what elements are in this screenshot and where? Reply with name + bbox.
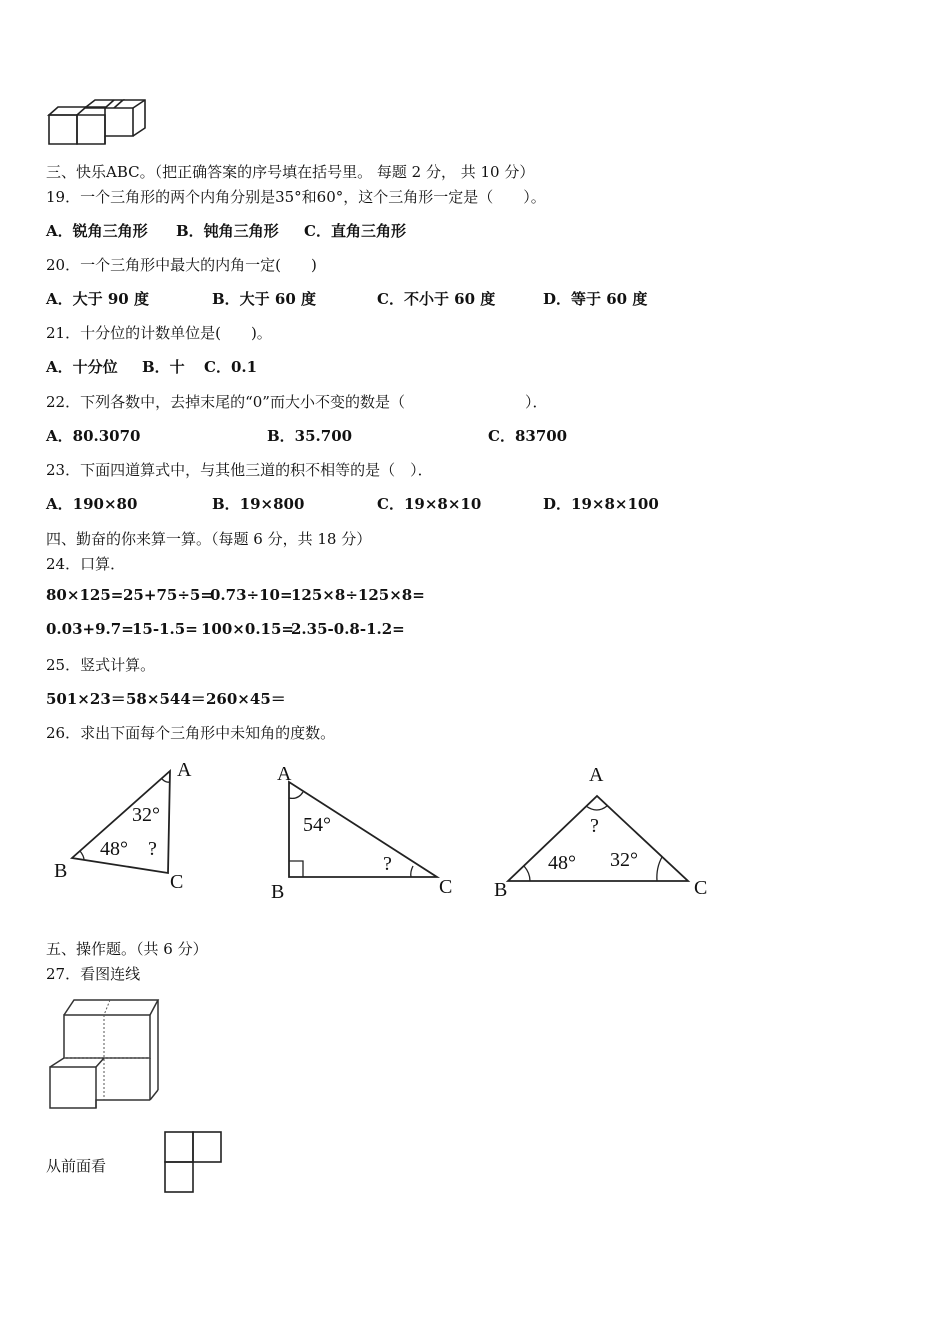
- tri1-label-a: A: [177, 759, 192, 781]
- q21-option-a: A．十分位: [46, 358, 118, 376]
- q25-item2: 58×544＝: [126, 690, 206, 708]
- tri3-label-c: C: [694, 877, 708, 899]
- q23-option-c: C．19×8×10: [377, 495, 482, 513]
- tri1-unknown: ?: [148, 838, 157, 860]
- block-3d-figure: [46, 995, 161, 1113]
- tri1-angle-a: 32°: [132, 804, 160, 826]
- q23-option-d: D．19×8×100: [543, 495, 659, 513]
- front-view-label: 从前面看: [46, 1157, 107, 1175]
- section3-heading: 三、快乐ABC。（把正确答案的序号填在括号里。 每题 2 分， 共 10 分）: [46, 163, 535, 181]
- q23-stem: 23．下面四道算式中，与其他三道的积不相等的是（ ）．: [46, 461, 433, 479]
- tri2-unknown: ?: [383, 853, 392, 875]
- tri3-angle-c: 32°: [610, 849, 638, 871]
- q23-option-a: A．190×80: [46, 495, 138, 513]
- q21-option-c: C．0.1: [204, 358, 258, 376]
- q24-r2-item2: 15-1.5=: [132, 620, 198, 638]
- q27-stem: 27．看图连线: [46, 965, 141, 983]
- q23-option-b: B．19×800: [212, 495, 305, 513]
- q25-stem: 25．竖式计算。: [46, 656, 156, 674]
- q20-option-c: C．不小于 60 度: [377, 290, 496, 308]
- q24-r2-item4: 2.35-0.8-1.2=: [291, 620, 405, 638]
- section5-heading: 五、操作题。（共 6 分）: [46, 940, 208, 958]
- q25-item1: 501×23＝: [46, 690, 126, 708]
- front-view-figure: [163, 1129, 225, 1197]
- q22-stem: 22．下列各数中，去掉末尾的“0”而大小不变的数是（ ）．: [46, 393, 548, 411]
- q20-option-d: D．等于 60 度: [543, 290, 648, 308]
- q24-r1-item3: 0.73÷10=: [210, 586, 293, 604]
- q24-r2-item1: 0.03+9.7=: [46, 620, 134, 638]
- tri3-label-b: B: [494, 879, 508, 901]
- section4-heading: 四、勤奋的你来算一算。（每题 6 分，共 18 分）: [46, 530, 372, 548]
- tri3-unknown: ?: [590, 815, 599, 837]
- q19-stem: 19．一个三角形的两个内角分别是35°和60°，这个三角形一定是（ ）。: [46, 188, 546, 206]
- tri2-label-c: C: [439, 876, 453, 898]
- q22-option-c: C．83700: [488, 427, 568, 445]
- tri2-label-a: A: [277, 763, 292, 785]
- q21-option-b: B．十: [142, 358, 185, 376]
- q22-option-a: A．80.3070: [46, 427, 141, 445]
- q20-option-a: A．大于 90 度: [46, 290, 149, 308]
- tri1-label-b: B: [54, 860, 68, 882]
- q21-stem: 21．十分位的计数单位是( )。: [46, 324, 272, 342]
- q26-stem: 26．求出下面每个三角形中未知角的度数。: [46, 724, 336, 742]
- triangle-3: [490, 760, 720, 905]
- q24-r1-item4: 125×8÷125×8=: [291, 586, 425, 604]
- q24-r1-item2: 25+75÷5=: [123, 586, 213, 604]
- q19-option-c: C．直角三角形: [304, 222, 406, 240]
- tri1-angle-b: 48°: [100, 838, 128, 860]
- q19-option-b: B．钝角三角形: [176, 222, 279, 240]
- tri2-label-b: B: [271, 881, 285, 903]
- q22-option-b: B．35.700: [267, 427, 353, 445]
- q25-item3: 260×45＝: [206, 690, 286, 708]
- q19-option-a: A．锐角三角形: [46, 222, 148, 240]
- tri2-angle-a: 54°: [303, 814, 331, 836]
- q24-r1-item1: 80×125=: [46, 586, 124, 604]
- q20-stem: 20．一个三角形中最大的内角一定( ): [46, 256, 317, 274]
- tri3-angle-b: 48°: [548, 852, 576, 874]
- tri3-label-a: A: [589, 764, 604, 786]
- tri1-label-c: C: [170, 871, 184, 893]
- triangle-2: [265, 760, 465, 905]
- q24-stem: 24．口算．: [46, 555, 126, 573]
- q24-r2-item3: 100×0.15=: [201, 620, 294, 638]
- triangle-1: [50, 755, 210, 900]
- q20-option-b: B．大于 60 度: [212, 290, 316, 308]
- top-cubes-figure: [46, 98, 152, 148]
